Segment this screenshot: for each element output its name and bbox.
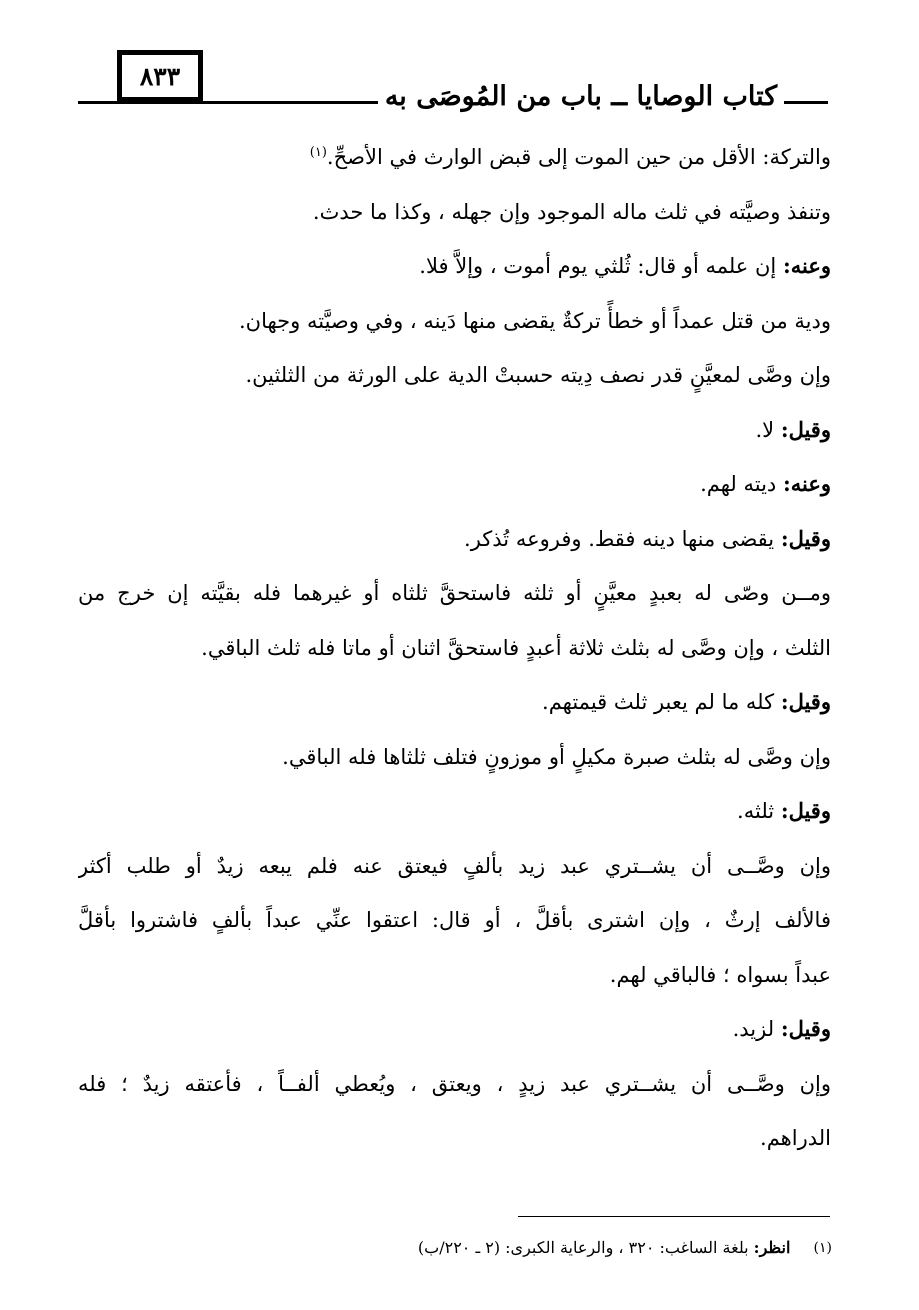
text-line [78, 457, 831, 512]
line-text: عبداً بسواه ؛ فالباقي لهم. [609, 962, 831, 987]
line-label: وعنه: [782, 253, 831, 278]
footnote-reference: (١) [309, 145, 327, 160]
footnote-number: (١) [813, 1240, 832, 1256]
text-line [78, 784, 831, 839]
line-label: وقيل: [780, 416, 831, 442]
line-text: والتركة: الأقل من حين الموت إلى قبض الوارث في الأصحِّ. [326, 145, 831, 169]
line-text: ومــن وصّى له بعبدٍ معيَّنٍ أو ثلثه فاستحقَّ ثلثاه أو غيرهما فله بقيَّته إن خرج من [78, 581, 831, 605]
line-label: وعنه: [782, 471, 831, 496]
text-line [78, 294, 831, 349]
line-text: كله ما لم يعبر ثلث قيمتهم. [542, 690, 775, 714]
line-text: ثلثه. [737, 799, 775, 823]
line-label: وقيل: [780, 525, 831, 551]
text-line [78, 1111, 831, 1166]
line-text: وتنفذ وصيَّته في ثلث ماله الموجود وإن جهله ، وكذا ما حدث. [312, 199, 831, 224]
footnote-label: انظر: [753, 1238, 791, 1257]
text-line [78, 403, 831, 458]
line-text: الدراهم. [760, 1126, 831, 1150]
line-text: وإن وصَّــى أن يشــتري عبد زيدٍ ، ويعتق ، ويُعطي ألفــاً ، فأعتقه زيدٌ ؛ فله [78, 1071, 831, 1096]
line-text: الثلث ، وإن وصَّى له بثلث ثلاثة أعبدٍ فاستحقَّ اثنان أو ماتا فله ثلث الباقي. [201, 635, 831, 660]
text-line [78, 621, 831, 676]
line-text: وإن وصَّــى أن يشــتري عبد زيد بألفٍ فيعتق عنه فلم يبعه زيدٌ أو طلب أكثر [78, 853, 831, 878]
body-text [78, 130, 831, 1166]
running-head: كتاب الوصايا ــ باب من المُوصَى به [384, 81, 778, 112]
text-line [78, 839, 831, 894]
text-line [78, 893, 831, 948]
line-label: وقيل: [780, 1016, 831, 1041]
footnote-rule [518, 1216, 830, 1217]
line-text: ودية من قتل عمداً أو خطأً تركةٌ يقضى منها دَينه ، وفي وصيَّته وجهان. [239, 308, 831, 333]
footnote [280, 1230, 832, 1266]
page-number: ٨٣٣ [139, 61, 181, 91]
text-line [78, 675, 831, 730]
line-text: لا. [755, 417, 775, 442]
header-rule-right [784, 101, 828, 104]
text-line [78, 185, 831, 240]
line-text: يقضى منها دينه فقط. وفروعه تُذكر. [464, 526, 775, 551]
line-text: ديته لهم. [700, 472, 777, 496]
line-text: إن علمه أو قال: ثُلثي يوم أموت ، وإلاَّ فلا. [419, 254, 777, 278]
text-line [78, 948, 831, 1003]
page-number-box [117, 50, 203, 102]
line-label: وقيل: [780, 798, 831, 823]
text-line [78, 348, 831, 403]
line-label: وقيل: [780, 689, 831, 714]
line-text: وإن وصَّى له بثلث صبرة مكيلٍ أو موزونٍ فتلف ثلثاها فله الباقي. [282, 744, 831, 769]
text-line [78, 1057, 831, 1112]
line-text: وإن وصَّى لمعيَّنٍ قدر نصف دِيته حسبتْ الدية على الورثة من الثلثين. [245, 363, 831, 387]
text-line [78, 1002, 831, 1057]
text-line [78, 239, 831, 294]
text-line [78, 130, 831, 185]
text-line [78, 730, 831, 785]
header-rule-left [78, 101, 378, 104]
text-line [78, 566, 831, 621]
text-line [78, 512, 831, 567]
footnote-text: بلغة الساغب: ٣٢٠ ، والرعاية الكبرى: (٢ ـ ٢٢٠/ب) [417, 1238, 749, 1257]
line-text: فالألف إرثٌ ، وإن اشترى بأقلَّ ، أو قال: اعتقوا عنِّي عبداً بألفٍ فاشتروا بأقلَّ [78, 908, 831, 932]
line-text: لزيد. [732, 1017, 775, 1041]
